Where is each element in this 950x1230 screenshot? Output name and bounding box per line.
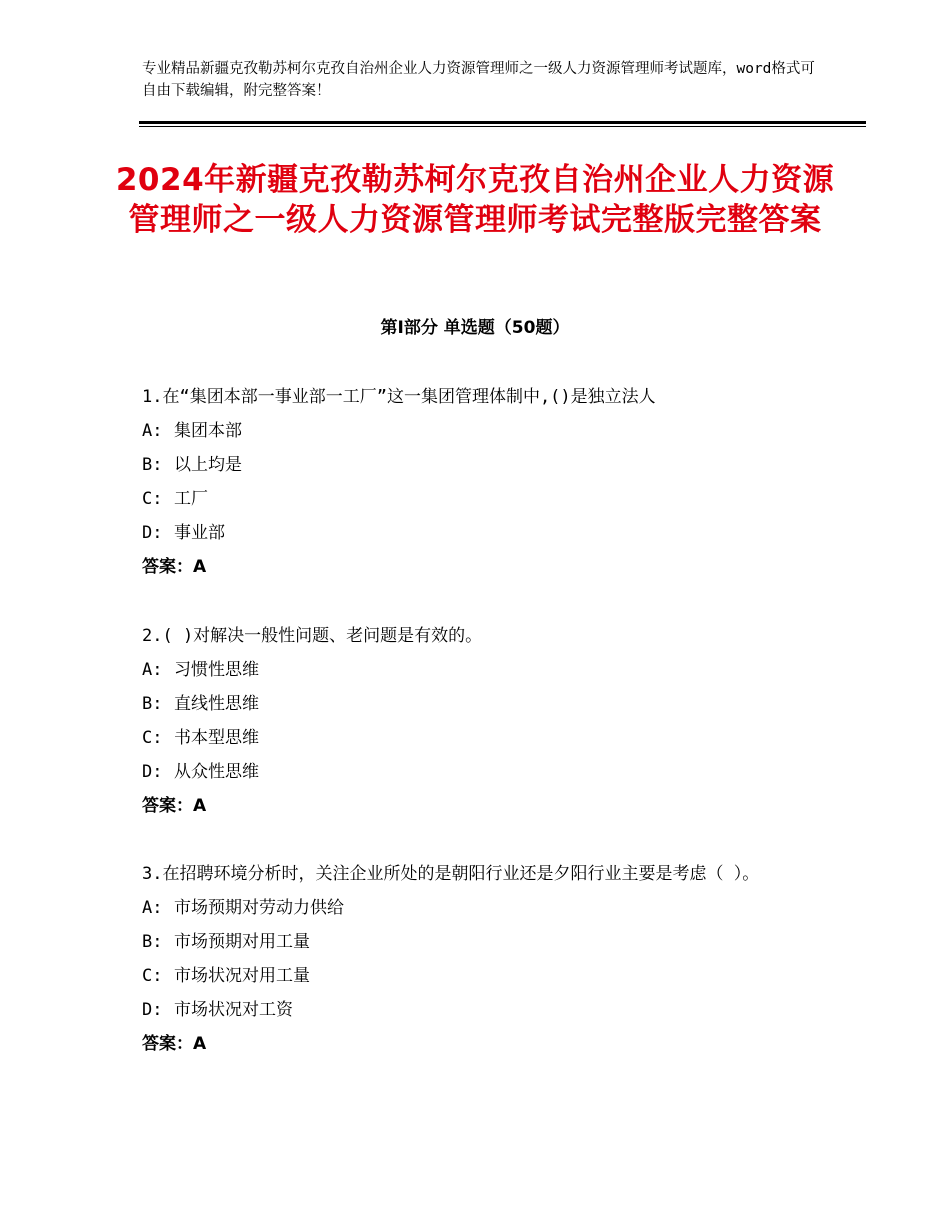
option-letter: C: <box>142 489 163 509</box>
answer-value: A <box>193 557 207 577</box>
answer-label: 答案： <box>142 557 193 577</box>
option-letter: A: <box>142 660 163 680</box>
option-letter: B: <box>142 932 163 952</box>
option-a <box>142 891 822 925</box>
option-b <box>142 925 822 959</box>
option-letter: B: <box>142 694 163 714</box>
option-b <box>142 687 822 721</box>
question-text: 2.( )对解决一般性问题、老问题是有效的。 <box>142 626 483 646</box>
answer-value: A <box>193 796 207 816</box>
question-2 <box>142 619 822 823</box>
option-text: 市场预期对劳动力供给 <box>174 898 344 918</box>
option-text: 工厂 <box>174 489 208 509</box>
option-text: 习惯性思维 <box>174 660 259 680</box>
option-text: 市场状况对工资 <box>174 1000 293 1020</box>
section-heading: 第Ⅰ部分 单选题（50题） <box>380 318 570 338</box>
answer-line <box>142 789 822 823</box>
option-b <box>142 448 822 482</box>
answer-line <box>142 1027 822 1061</box>
answer-label: 答案： <box>142 1034 193 1054</box>
option-letter: D: <box>142 1000 163 1020</box>
option-a <box>142 414 822 448</box>
question-3 <box>142 857 822 1061</box>
option-text: 从众性思维 <box>174 762 259 782</box>
question-1 <box>142 380 822 584</box>
option-d <box>142 516 822 550</box>
answer-value: A <box>193 1034 207 1054</box>
option-text: 直线性思维 <box>174 694 259 714</box>
option-d <box>142 755 822 789</box>
option-letter: C: <box>142 728 163 748</box>
option-text: 事业部 <box>174 523 225 543</box>
option-text: 以上均是 <box>174 455 242 475</box>
option-text: 集团本部 <box>174 421 242 441</box>
option-text: 市场预期对用工量 <box>174 932 310 952</box>
answer-label: 答案： <box>142 796 193 816</box>
header-rule-thin <box>139 126 866 127</box>
option-text: 市场状况对用工量 <box>174 966 310 986</box>
option-c <box>142 721 822 755</box>
option-d <box>142 993 822 1027</box>
option-letter: D: <box>142 523 163 543</box>
option-c <box>142 482 822 516</box>
option-a <box>142 653 822 687</box>
option-c <box>142 959 822 993</box>
option-letter: A: <box>142 898 163 918</box>
header-rule-thick <box>139 121 866 124</box>
question-text: 1.在“集团本部一事业部一工厂”这一集团管理体制中,()是独立法人 <box>142 387 656 407</box>
header-note: 专业精品新疆克孜勒苏柯尔克孜自治州企业人力资源管理师之一级人力资源管理师考试题库，word格式可自由下载编辑，附完整答案！ <box>142 61 815 99</box>
document-title: 2024年新疆克孜勒苏柯尔克孜自治州企业人力资源管理师之一级人力资源管理师考试完整版完整答案 <box>115 162 835 238</box>
option-letter: B: <box>142 455 163 475</box>
option-letter: C: <box>142 966 163 986</box>
option-letter: A: <box>142 421 163 441</box>
option-letter: D: <box>142 762 163 782</box>
option-text: 书本型思维 <box>174 728 259 748</box>
question-text: 3.在招聘环境分析时，关注企业所处的是朝阳行业还是夕阳行业主要是考虑（ ）。 <box>142 864 760 884</box>
answer-line <box>142 550 822 584</box>
